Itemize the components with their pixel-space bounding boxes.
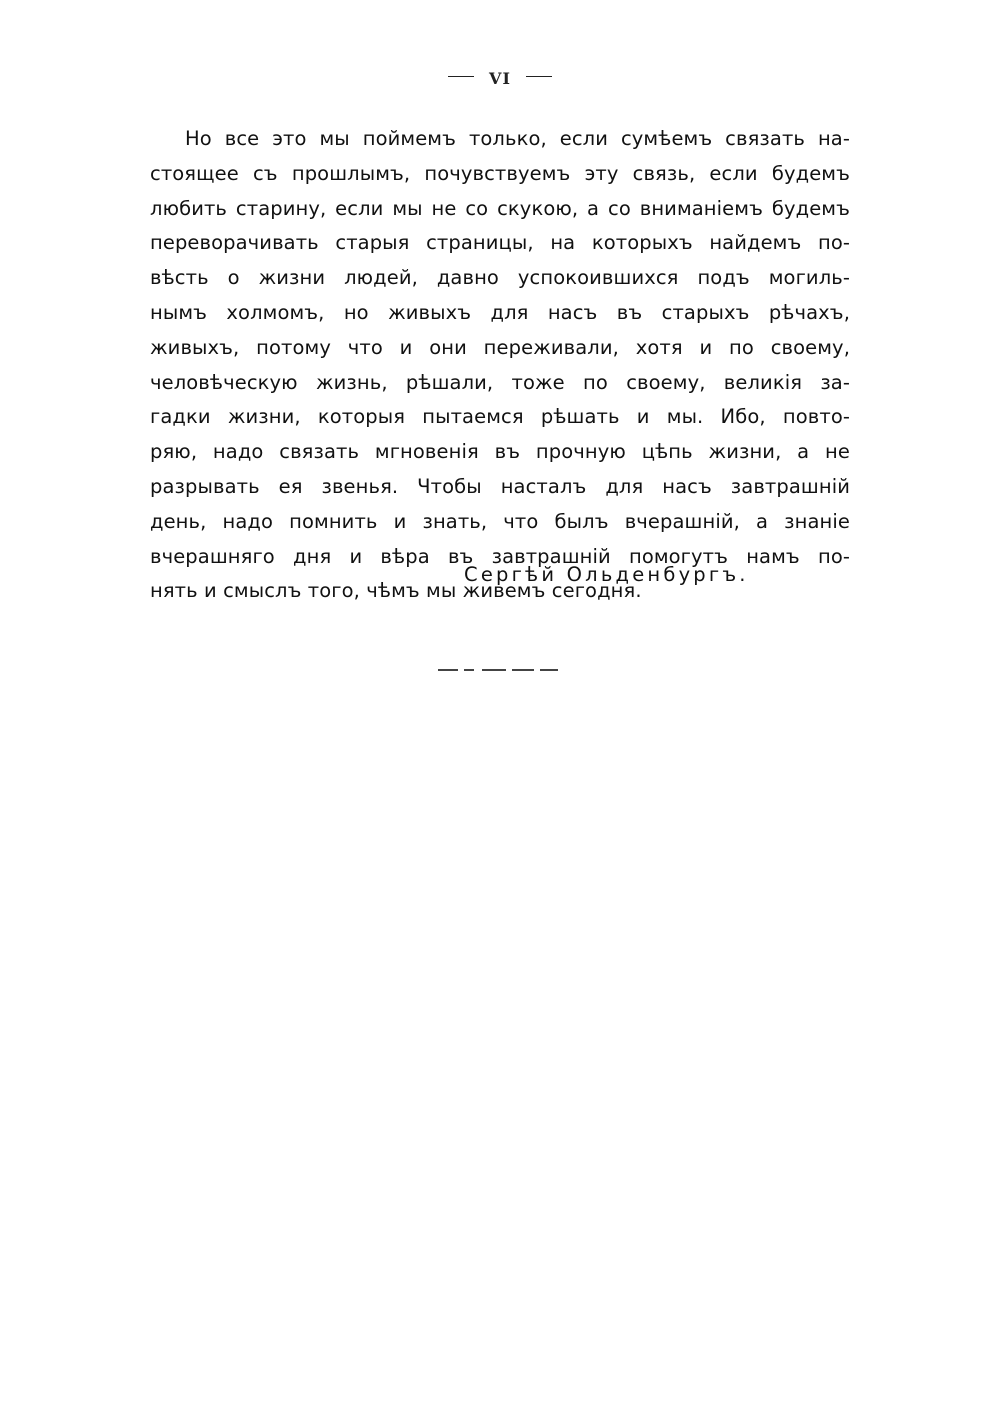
text-line: нять и смыслъ того, чѣмъ мы живемъ сегодня. [150,579,642,603]
body-paragraph [150,122,850,609]
end-rule [438,669,558,671]
text-line: вчерашняго дня и вѣра въ завтрашній помогутъ намъ по- [150,544,850,568]
text-line: гадки жизни, которыя пытаемся рѣшать и мы. Ибо, повто- [150,405,850,429]
end-rule-segment [540,669,558,671]
text-line: Но все это мы поймемъ только, если сумѣемъ связать на- [185,127,850,150]
end-rule-segment [482,669,506,671]
text-line: вѣсть о жизни людей, давно успокоившихся подъ могиль- [150,266,850,290]
end-rule-segment [512,669,534,671]
page-number: VI [489,69,511,88]
text-line: стоящее съ прошлымъ, почувствуемъ эту связь, если будемъ [150,161,850,185]
text-line: ряю, надо связать мгновенія въ прочную цѣпь жизни, а не [150,440,850,464]
author-signature: Сергѣй Ольденбургъ. [464,563,749,586]
text-line: любить старину, если мы не со скукою, а со вниманіемъ будемъ [150,196,850,220]
text-line: человѣческую жизнь, рѣшали, тоже по своему, великія за- [150,370,850,394]
text-line: нымъ холмомъ, но живыхъ для насъ въ старыхъ рѣчахъ, [150,300,850,324]
page-header [0,68,1000,96]
end-rule-segment [438,669,458,671]
end-rule-segment [464,669,474,671]
text-line: переворачивать старыя страницы, на которыхъ найдемъ по- [150,231,850,255]
text-line: день, надо помнить и знать, что былъ вчерашній, а знаніе [150,509,850,533]
header-dash-right [526,76,552,77]
text-line: разрывать ея звенья. Чтобы насталъ для насъ завтрашній [150,474,850,498]
header-dash-left [448,76,474,77]
text-line: живыхъ, потому что и они переживали, хотя и по своему, [150,335,850,359]
